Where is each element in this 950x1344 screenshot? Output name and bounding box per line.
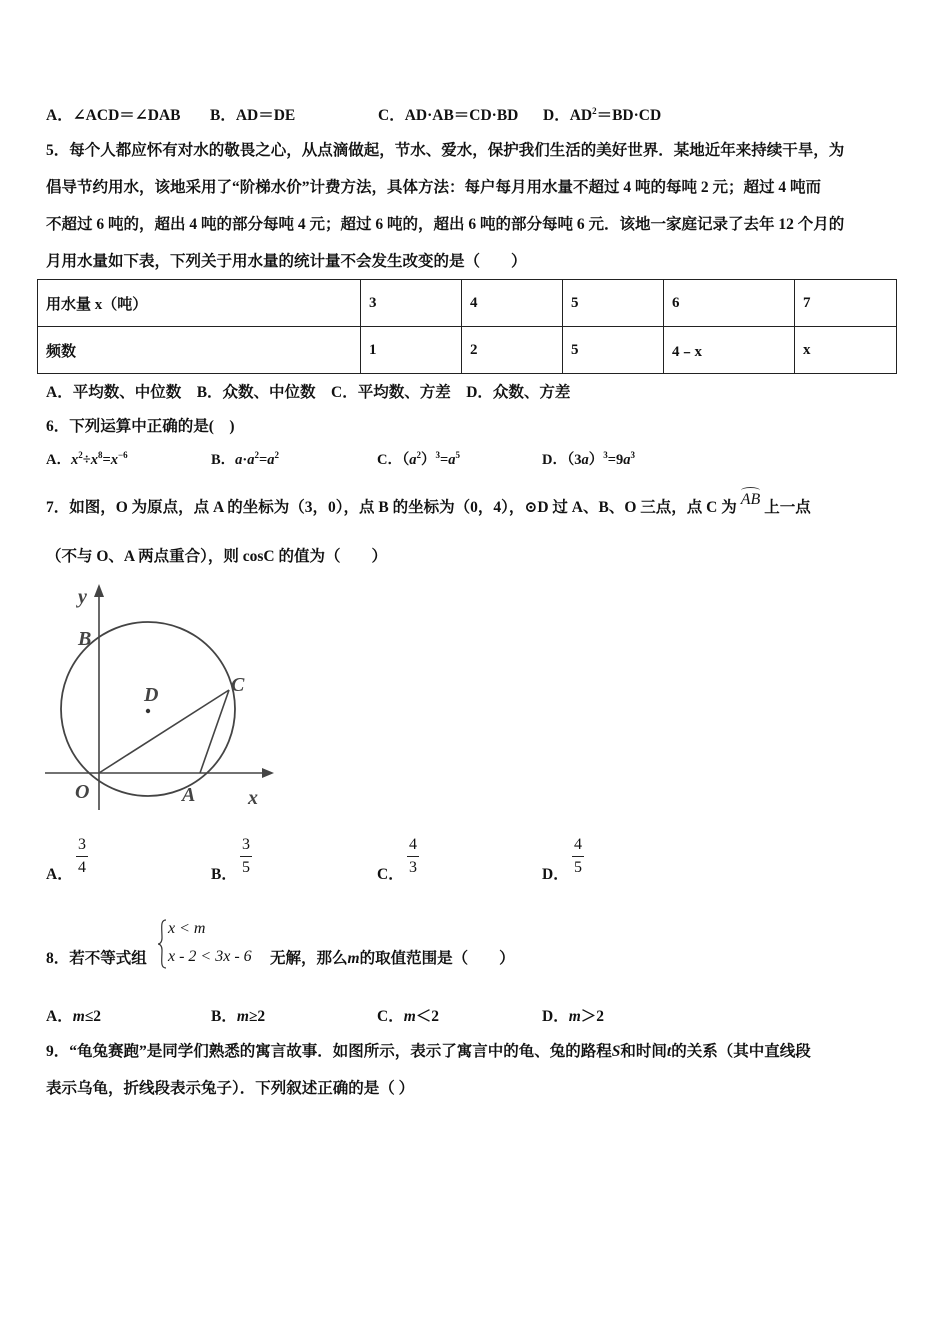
q4-option-c: C．AD·AB＝CD·BD bbox=[378, 107, 519, 124]
table-cell: 4﹣x bbox=[664, 327, 795, 374]
label-d: D bbox=[144, 684, 159, 706]
q8-option-c: C．m＜2 bbox=[377, 1008, 440, 1025]
q8-stem-pre: 8．若不等式组 bbox=[46, 950, 147, 967]
water-usage-table bbox=[37, 279, 897, 374]
segment-ac bbox=[200, 690, 229, 773]
q7-option-b-label: B． bbox=[211, 866, 237, 883]
q7-option-c-fraction: $\frac{4}{3}$ bbox=[409, 836, 417, 876]
label-y: y bbox=[78, 586, 87, 608]
q6-option-b: B．$a\cdot a^2=a^2$ bbox=[211, 450, 280, 468]
q6-option-a: A．$x^2\div x^8=x^{-6}$ bbox=[46, 450, 128, 468]
q7-option-d-label: D． bbox=[542, 866, 569, 883]
label-o: O bbox=[75, 781, 90, 803]
table-row bbox=[38, 327, 897, 374]
x-axis-arrow-icon bbox=[262, 768, 274, 778]
table-cell: 4 bbox=[462, 280, 563, 327]
q6-stem: 6．下列运算中正确的是( ) bbox=[46, 418, 235, 435]
table-cell: 5 bbox=[563, 280, 664, 327]
q8-option-a: A．m≤2 bbox=[46, 1008, 102, 1025]
table-row bbox=[38, 280, 897, 327]
q7-option-a-fraction: $\frac{3}{4}$ bbox=[78, 836, 86, 876]
table-cell: 6 bbox=[664, 280, 795, 327]
table-cell: 用水量 x（吨） bbox=[38, 280, 361, 327]
q8-stem-post: 无解，那么m的取值范围是（ ） bbox=[270, 950, 515, 967]
q4-option-b: B．AD＝DE bbox=[210, 107, 296, 124]
q6-option-d: D．$(3a)^3=9a^3$ bbox=[542, 450, 635, 468]
table-cell: 2 bbox=[462, 327, 563, 374]
q7-option-b-fraction: $\frac{3}{5}$ bbox=[242, 836, 250, 876]
arc-ab: AB bbox=[741, 491, 761, 509]
table-cell: 1 bbox=[361, 327, 462, 374]
q7-option-c-label: C． bbox=[377, 866, 404, 883]
q6-option-c: C．$(a^2)^3=a^5$ bbox=[377, 450, 460, 468]
q5-line-1: 5．每个人都应怀有对水的敬畏之心，从点滴做起，节水、爱水，保护我们生活的美好世界．某地近年来持续干旱，为 bbox=[46, 142, 845, 159]
table-cell: 频数 bbox=[38, 327, 361, 374]
q8-option-b: B．m≥2 bbox=[211, 1008, 266, 1025]
label-x: x bbox=[248, 787, 258, 809]
segment-oc bbox=[99, 690, 229, 773]
label-c: C bbox=[231, 674, 245, 696]
q4-option-d: D．$AD^2=BD\cdot CD$ bbox=[543, 105, 662, 124]
table-cell: 7 bbox=[795, 280, 897, 327]
q5-line-2: 倡导节约用水，该地采用了“阶梯水价”计费方法，具体方法：每户每月用水量不超过 4 吨的每吨 2 元；超过 4 吨而 bbox=[46, 179, 822, 196]
table-cell: 5 bbox=[563, 327, 664, 374]
q5-line-4: 月用水量如下表，下列关于用水量的统计量不会发生改变的是（ ） bbox=[46, 253, 527, 270]
label-b: B bbox=[78, 628, 92, 650]
q7-figure bbox=[40, 578, 285, 813]
q7-line-1: 7．如图，O 为原点，点 A 的坐标为（3，0），点 B 的坐标为（0，4），⊙D 过 A、B、O 三点，点 C 为 AB 上一点 bbox=[46, 495, 811, 517]
q8-option-d: D．m＞2 bbox=[542, 1008, 605, 1025]
q9-line-1: 9．“龟兔赛跑”是同学们熟悉的寓言故事．如图所示，表示了寓言中的龟、兔的路程S和时间t的关系（其中直线段 bbox=[46, 1043, 811, 1060]
y-axis-arrow-icon bbox=[94, 584, 104, 597]
point-d bbox=[146, 709, 150, 713]
q7-line-2: （不与 O、A 两点重合），则 cosC 的值为（ ） bbox=[46, 548, 388, 565]
q5-line-3: 不超过 6 吨的，超出 4 吨的部分每吨 4 元；超过 6 吨的，超出 6 吨的部分每吨 6 元．该地一家庭记录了去年 12 个月的 bbox=[46, 216, 845, 233]
q4-option-a: A．∠ACD＝∠DAB bbox=[46, 107, 181, 124]
system-brace-icon bbox=[156, 918, 168, 970]
inequality-2: x - 2 < 3x - 6 bbox=[168, 948, 252, 965]
q7-option-d-fraction: $\frac{4}{5}$ bbox=[574, 836, 582, 876]
inequality-1: x < m bbox=[168, 920, 206, 937]
table-cell: 3 bbox=[361, 280, 462, 327]
label-a: A bbox=[182, 784, 196, 806]
table-cell: x bbox=[795, 327, 897, 374]
q7-option-a-label: A． bbox=[46, 866, 73, 883]
q5-options: A．平均数、中位数 B．众数、中位数 C．平均数、方差 D．众数、方差 bbox=[46, 384, 571, 401]
q9-line-2: 表示乌龟，折线段表示兔子）．下列叙述正确的是（ ） bbox=[46, 1080, 415, 1097]
